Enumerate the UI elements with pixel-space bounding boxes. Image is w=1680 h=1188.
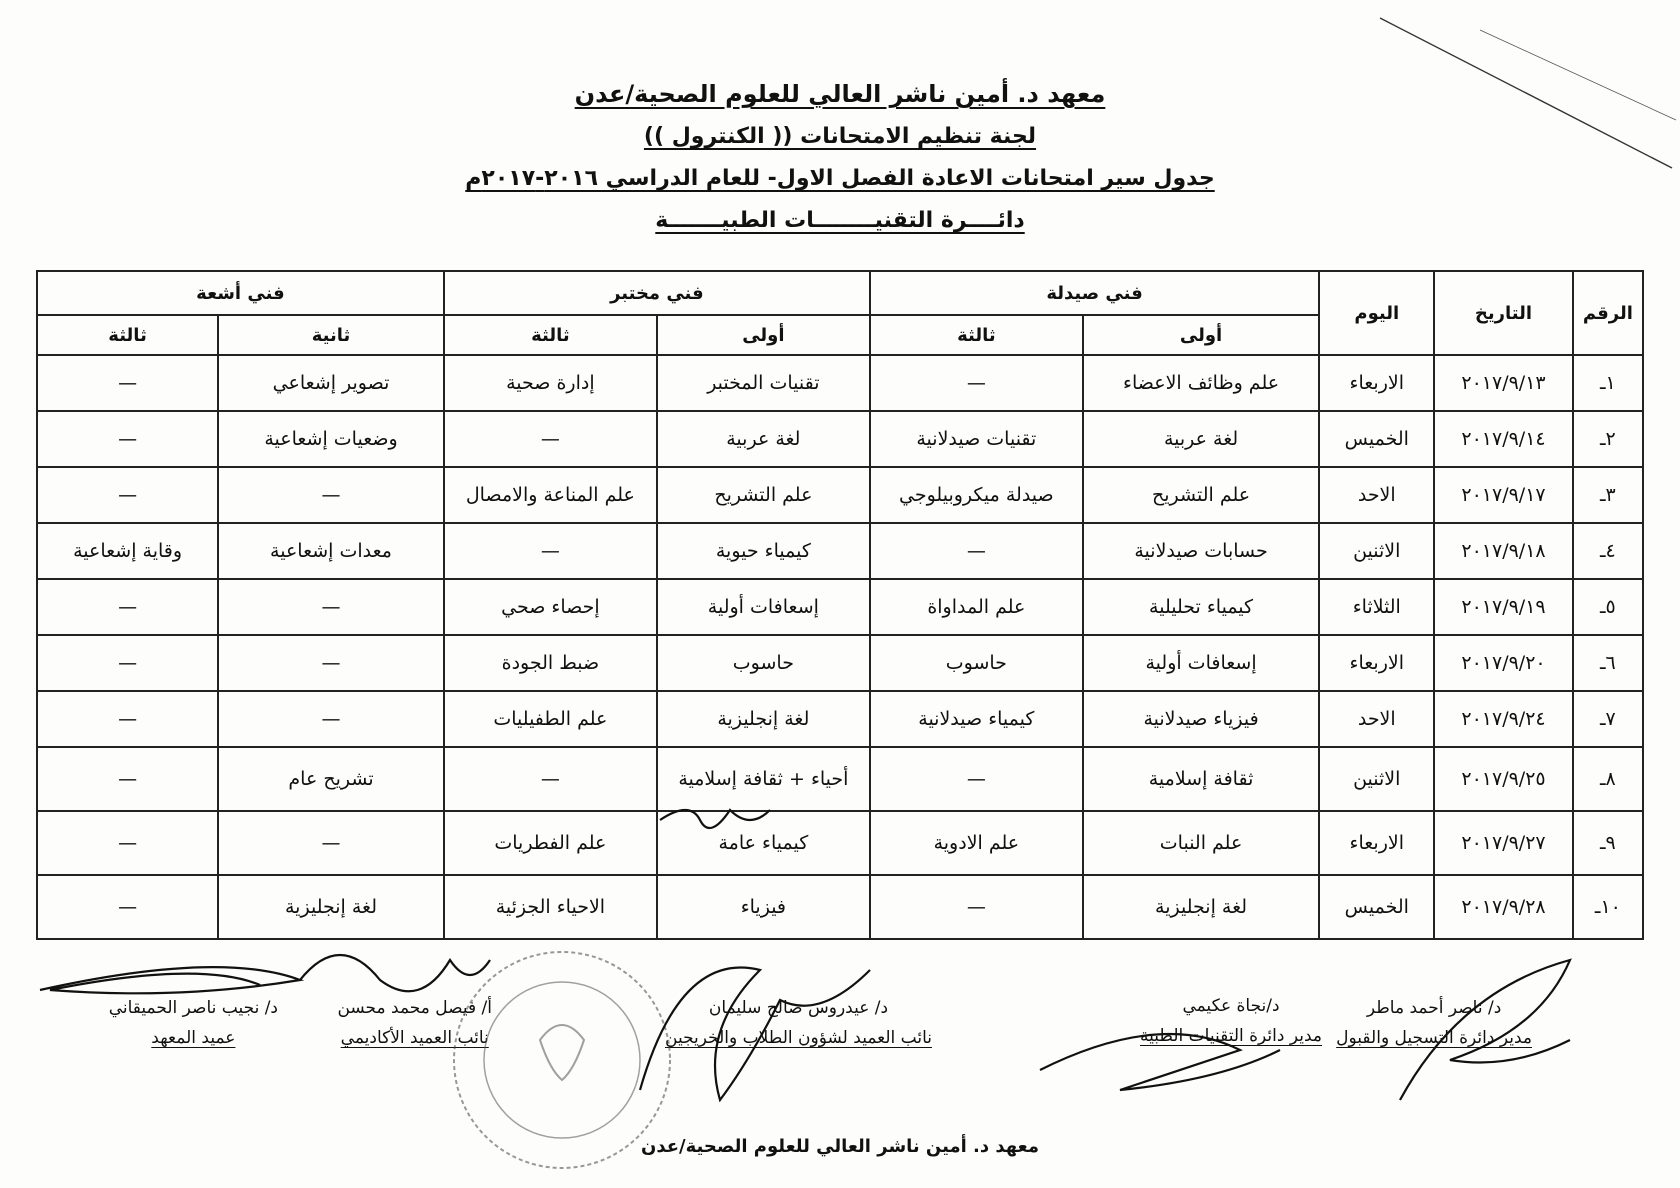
signature-medtech: د/نجاة عكيمي مدير دائرة التقنيات الطبية bbox=[1140, 996, 1322, 1046]
sub-radiology-3: ثالثة bbox=[37, 315, 218, 355]
cell-pharmacy-1: فيزياء صيدلانية bbox=[1083, 691, 1319, 747]
table-row bbox=[37, 747, 1643, 811]
cell-radiology-3: — bbox=[37, 747, 218, 811]
table-row bbox=[37, 523, 1643, 579]
sub-pharmacy-1: أولى bbox=[1083, 315, 1319, 355]
row-number: ٦ـ bbox=[1573, 635, 1643, 691]
cell-lab-1: تقنيات المختبر bbox=[657, 355, 870, 411]
cell-pharmacy-3: كيمياء صيدلانية bbox=[870, 691, 1083, 747]
row-day: الاحد bbox=[1319, 691, 1434, 747]
cell-pharmacy-1: لغة عربية bbox=[1083, 411, 1319, 467]
cell-lab-3: — bbox=[444, 411, 657, 467]
cell-lab-3: علم المناعة والامصال bbox=[444, 467, 657, 523]
row-date: ٢٠١٧/٩/٢٤ bbox=[1434, 691, 1572, 747]
cell-radiology-3: — bbox=[37, 691, 218, 747]
table-row bbox=[37, 811, 1643, 875]
row-day: الاحد bbox=[1319, 467, 1434, 523]
row-day: الاثنين bbox=[1319, 523, 1434, 579]
table-row bbox=[37, 691, 1643, 747]
cell-radiology-3: — bbox=[37, 355, 218, 411]
row-number: ١٠ـ bbox=[1573, 875, 1643, 939]
cell-pharmacy-3: علم المداواة bbox=[870, 579, 1083, 635]
row-number: ٩ـ bbox=[1573, 811, 1643, 875]
cell-lab-3: ضبط الجودة bbox=[444, 635, 657, 691]
cell-lab-3: إحصاء صحي bbox=[444, 579, 657, 635]
cell-pharmacy-3: تقنيات صيدلانية bbox=[870, 411, 1083, 467]
cell-pharmacy-1: ثقافة إسلامية bbox=[1083, 747, 1319, 811]
cell-pharmacy-3: — bbox=[870, 523, 1083, 579]
group-lab: فني مختبر bbox=[444, 271, 870, 315]
cell-radiology-2: تصوير إشعاعي bbox=[218, 355, 444, 411]
cell-radiology-3: — bbox=[37, 875, 218, 939]
row-date: ٢٠١٧/٩/٢٥ bbox=[1434, 747, 1572, 811]
row-day: الخميس bbox=[1319, 875, 1434, 939]
cell-lab-1: كيمياء عامة bbox=[657, 811, 870, 875]
cell-radiology-3: وقاية إشعاعية bbox=[37, 523, 218, 579]
table-row bbox=[37, 467, 1643, 523]
row-number: ٨ـ bbox=[1573, 747, 1643, 811]
cell-radiology-3: — bbox=[37, 635, 218, 691]
cell-lab-1: لغة عربية bbox=[657, 411, 870, 467]
row-number: ٢ـ bbox=[1573, 411, 1643, 467]
signature-dean: د/ نجيب ناصر الحميقاني عميد المعهد bbox=[108, 998, 278, 1048]
row-number: ٣ـ bbox=[1573, 467, 1643, 523]
signature-student-affairs: د/ عيدروس صالح سليمان نائب العميد لشؤون الطلاب والخريجين bbox=[665, 998, 932, 1048]
cell-pharmacy-1: لغة إنجليزية bbox=[1083, 875, 1319, 939]
row-day: الخميس bbox=[1319, 411, 1434, 467]
cell-radiology-2: لغة إنجليزية bbox=[218, 875, 444, 939]
table-row bbox=[37, 635, 1643, 691]
row-date: ٢٠١٧/٩/٢٧ bbox=[1434, 811, 1572, 875]
row-day: الاربعاء bbox=[1319, 355, 1434, 411]
row-date: ٢٠١٧/٩/٢٨ bbox=[1434, 875, 1572, 939]
sub-radiology-2: ثانية bbox=[218, 315, 444, 355]
row-number: ٧ـ bbox=[1573, 691, 1643, 747]
cell-radiology-3: — bbox=[37, 811, 218, 875]
cell-radiology-3: — bbox=[37, 579, 218, 635]
cell-radiology-3: — bbox=[37, 411, 218, 467]
cell-lab-1: إسعافات أولية bbox=[657, 579, 870, 635]
group-pharmacy: فني صيدلة bbox=[870, 271, 1319, 315]
row-day: الثلاثاء bbox=[1319, 579, 1434, 635]
cell-radiology-2: — bbox=[218, 635, 444, 691]
cell-pharmacy-1: علم التشريح bbox=[1083, 467, 1319, 523]
cell-lab-3: علم الفطريات bbox=[444, 811, 657, 875]
table-row bbox=[37, 355, 1643, 411]
cell-lab-3: علم الطفيليات bbox=[444, 691, 657, 747]
row-number: ١ـ bbox=[1573, 355, 1643, 411]
signature-registration: د/ ناصر أحمد ماطر مدير دائرة التسجيل والقبول bbox=[1336, 998, 1532, 1048]
cell-radiology-2: — bbox=[218, 691, 444, 747]
cell-lab-1: علم التشريح bbox=[657, 467, 870, 523]
cell-radiology-3: — bbox=[37, 467, 218, 523]
footer-institute: معهد د. أمين ناشر العالي للعلوم الصحية/عدن bbox=[641, 1136, 1039, 1157]
table-row bbox=[37, 411, 1643, 467]
schedule-title: جدول سير امتحانات الاعادة الفصل الاول- للعام الدراسي ٢٠١٦-٢٠١٧م bbox=[465, 166, 1215, 191]
row-day: الاثنين bbox=[1319, 747, 1434, 811]
sub-lab-1: أولى bbox=[657, 315, 870, 355]
cell-pharmacy-3: صيدلة ميكروبيلوجي bbox=[870, 467, 1083, 523]
sub-pharmacy-3: ثالثة bbox=[870, 315, 1083, 355]
cell-lab-1: لغة إنجليزية bbox=[657, 691, 870, 747]
cell-lab-1: كيمياء حيوية bbox=[657, 523, 870, 579]
committee-title: لجنة تنظيم الامتحانات (( الكنترول )) bbox=[643, 124, 1037, 149]
header-day: اليوم bbox=[1319, 271, 1434, 355]
table-row bbox=[37, 875, 1643, 939]
cell-radiology-2: — bbox=[218, 467, 444, 523]
row-date: ٢٠١٧/٩/١٩ bbox=[1434, 579, 1572, 635]
cell-lab-3: الاحياء الجزئية bbox=[444, 875, 657, 939]
cell-lab-1: أحياء + ثقافة إسلامية bbox=[657, 747, 870, 811]
cell-pharmacy-3: حاسوب bbox=[870, 635, 1083, 691]
cell-pharmacy-3: — bbox=[870, 747, 1083, 811]
cell-lab-1: فيزياء bbox=[657, 875, 870, 939]
cell-radiology-2: معدات إشعاعية bbox=[218, 523, 444, 579]
row-date: ٢٠١٧/٩/١٧ bbox=[1434, 467, 1572, 523]
row-day: الاربعاء bbox=[1319, 811, 1434, 875]
cell-lab-1: حاسوب bbox=[657, 635, 870, 691]
sub-lab-3: ثالثة bbox=[444, 315, 657, 355]
row-date: ٢٠١٧/٩/١٣ bbox=[1434, 355, 1572, 411]
cell-radiology-2: — bbox=[218, 579, 444, 635]
row-date: ٢٠١٧/٩/١٨ bbox=[1434, 523, 1572, 579]
row-date: ٢٠١٧/٩/١٤ bbox=[1434, 411, 1572, 467]
cell-pharmacy-3: — bbox=[870, 875, 1083, 939]
cell-radiology-2: — bbox=[218, 811, 444, 875]
cell-pharmacy-3: — bbox=[870, 355, 1083, 411]
cell-pharmacy-1: علم النبات bbox=[1083, 811, 1319, 875]
exam-schedule-table bbox=[36, 270, 1644, 940]
row-day: الاربعاء bbox=[1319, 635, 1434, 691]
cell-pharmacy-1: حسابات صيدلانية bbox=[1083, 523, 1319, 579]
cell-lab-3: — bbox=[444, 523, 657, 579]
header-number: الرقم bbox=[1573, 271, 1643, 355]
cell-pharmacy-1: علم وظائف الاعضاء bbox=[1083, 355, 1319, 411]
header-date: التاريخ bbox=[1434, 271, 1572, 355]
table-row bbox=[37, 579, 1643, 635]
cell-pharmacy-1: إسعافات أولية bbox=[1083, 635, 1319, 691]
row-date: ٢٠١٧/٩/٢٠ bbox=[1434, 635, 1572, 691]
row-number: ٥ـ bbox=[1573, 579, 1643, 635]
cell-radiology-2: تشريح عام bbox=[218, 747, 444, 811]
cell-lab-3: — bbox=[444, 747, 657, 811]
row-number: ٤ـ bbox=[1573, 523, 1643, 579]
cell-radiology-2: وضعيات إشعاعية bbox=[218, 411, 444, 467]
group-radiology: فني أشعة bbox=[37, 271, 444, 315]
cell-pharmacy-1: كيمياء تحليلية bbox=[1083, 579, 1319, 635]
institute-title: معهد د. أمين ناشر العالي للعلوم الصحية/عدن bbox=[574, 80, 1106, 108]
cell-lab-3: إدارة صحية bbox=[444, 355, 657, 411]
cell-pharmacy-3: علم الادوية bbox=[870, 811, 1083, 875]
signature-academic: أ/ فيصل محمد محسن نائب العميد الأكاديمي bbox=[337, 998, 492, 1048]
department-title: دائــــرة التقنيــــــــات الطبيـــــــة bbox=[655, 208, 1025, 233]
